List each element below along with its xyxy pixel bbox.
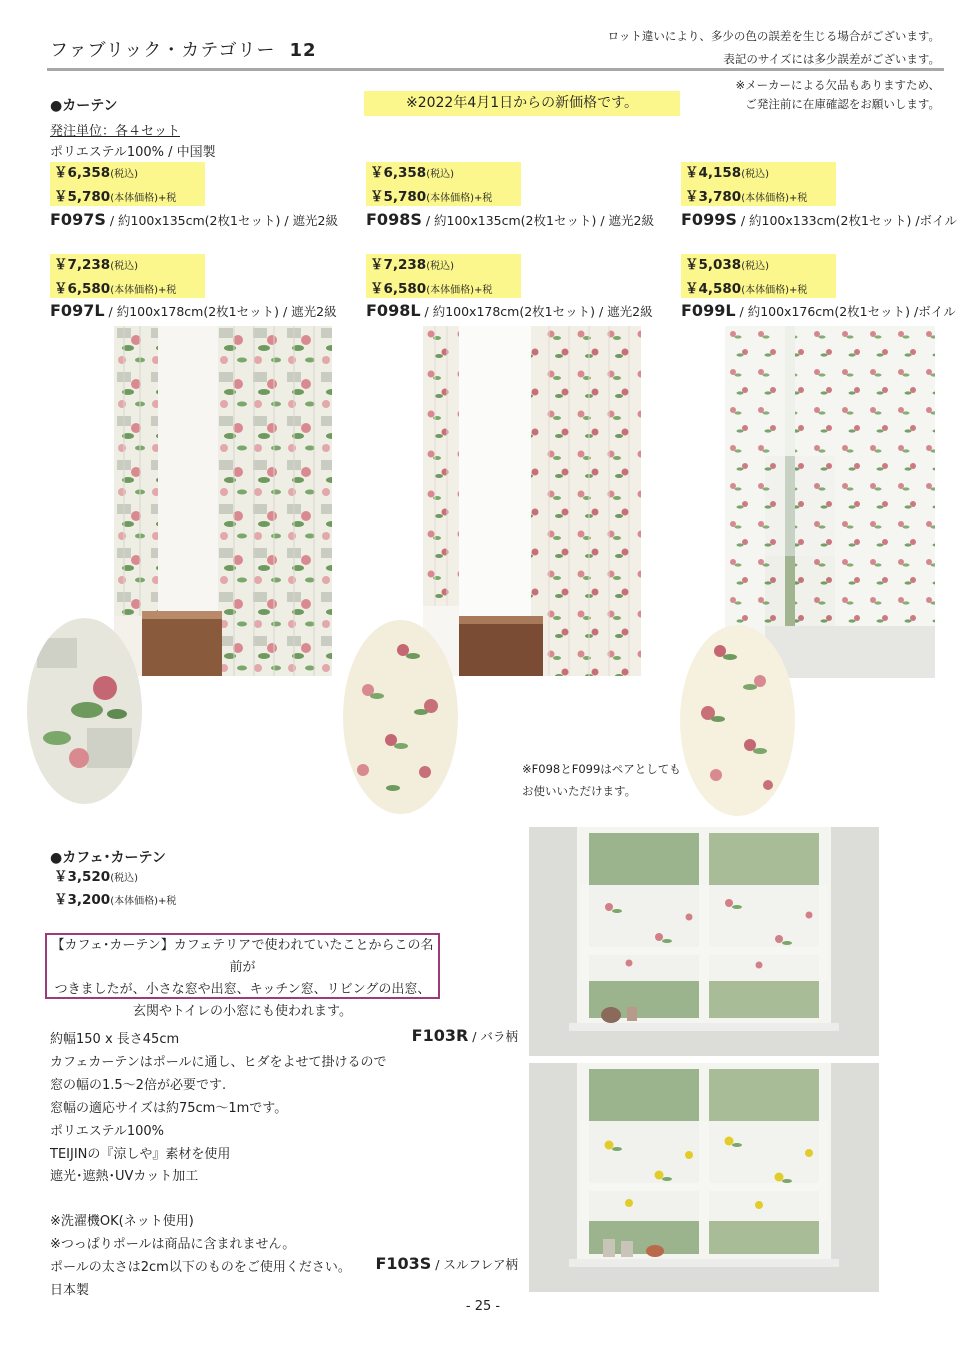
spec-processing: 遮光･遮熱･UVカット加工: [50, 1169, 199, 1184]
product-f097s: F097S / 約100x135cm(2枚1セット) / 遮光2級: [50, 210, 338, 229]
lot-note: ロット違いにより、多少の色の誤差を生じる場合がございます。: [607, 29, 940, 43]
price-box-f097s: [50, 162, 205, 206]
header-divider: [47, 68, 944, 71]
spec-washing: ※洗濯機OK(ネット使用): [50, 1214, 194, 1229]
price-box-f098s: [366, 162, 521, 206]
price-box-f099s: [681, 162, 836, 206]
stock-note-1: ※メーカーによる欠品もありますため、: [735, 78, 940, 92]
category-number: 12: [289, 40, 317, 61]
spec-pole-thickness: ポールの太さは2cm以下のものをご使用ください。: [50, 1260, 351, 1275]
curtain-heading: ●カーテン: [50, 98, 118, 114]
product-f099l: F099L / 約100x176cm(2枚1セット) /ボイル: [681, 301, 956, 320]
pair-note-line-1: ※F098とF099はペアとしても: [522, 762, 681, 776]
spec-origin: 日本製: [50, 1283, 90, 1298]
base-price: ￥4,580(本体価格)+税: [685, 281, 808, 297]
variant-f103r: F103R / バラ柄: [411, 1026, 518, 1045]
cafe-photo-f103r: [529, 827, 879, 1056]
spec-teijin: TEIJINの『涼しや』素材を使用: [50, 1147, 231, 1162]
material-origin: ポリエステル100% / 中国製: [50, 145, 216, 160]
price-box-f097l: [50, 254, 205, 298]
tax-in-price: ￥7,238(税込): [54, 257, 139, 273]
product-f098s: F098S / 約100x135cm(2枚1セット) / 遮光2級: [366, 210, 654, 229]
cafe-heading: ●カフェ･カーテン: [50, 850, 166, 866]
category-title: ファブリック・カテゴリー: [50, 40, 276, 61]
pair-note: [522, 758, 681, 802]
cafe-base-price: ￥3,200(本体価格)+税: [54, 892, 177, 908]
cafe-description-line-3: 玄関やトイレの小窓にも使われます。: [132, 1004, 353, 1019]
spec-hanging: カフェカーテンはポールに通し、ヒダをよせて掛けるので: [50, 1055, 387, 1070]
product-f097l: F097L / 約100x178cm(2枚1セット) / 遮光2級: [50, 301, 337, 320]
tax-in-price: ￥6,358(税込): [54, 165, 139, 181]
swatch-f099: [680, 625, 795, 816]
new-price-notice: ※2022年4月1日からの新価格です。: [364, 91, 680, 116]
cafe-photo-f103s: [529, 1063, 879, 1292]
spec-width-ratio: 窓の幅の1.5～2倍が必要です.: [50, 1078, 227, 1093]
price-box-f099l: [681, 254, 836, 298]
spec-size: 約幅150 x 長さ45cm: [50, 1032, 180, 1047]
base-price: ￥5,780(本体価格)+税: [370, 189, 493, 205]
spec-material: ポリエステル100%: [50, 1124, 164, 1139]
page-number: - 25 -: [465, 1299, 501, 1314]
price-box-f098l: [366, 254, 521, 298]
spec-pole-not-included: ※つっぱりポールは商品に含まれません。: [50, 1237, 296, 1252]
cafe-description-box: [45, 933, 440, 1019]
cafe-tax-in-price: ￥3,520(税込): [54, 869, 139, 885]
swatch-f098: [343, 620, 458, 814]
tax-in-price: ￥5,038(税込): [685, 257, 770, 273]
base-price: ￥6,580(本体価格)+税: [54, 281, 177, 297]
tax-in-price: ￥6,358(税込): [370, 165, 455, 181]
curtain-photo-f098: [423, 326, 641, 676]
stock-note-2: ご発注前に在庫確認をお願いします。: [745, 97, 940, 111]
product-f099s: F099S / 約100x133cm(2枚1セット) /ボイル: [681, 210, 958, 229]
curtain-photo-f099: [725, 326, 935, 678]
base-price: ￥3,780(本体価格)+税: [685, 189, 808, 205]
spec-window-size: 窓幅の適応サイズは約75cm～1mです。: [50, 1101, 288, 1116]
order-unit: 発注単位：各４セット: [50, 124, 181, 139]
page-title: [50, 36, 317, 62]
curtain-photo-f097: [114, 326, 332, 676]
size-note: 表記のサイズには多少誤差がございます。: [723, 52, 940, 66]
tax-in-price: ￥7,238(税込): [370, 257, 455, 273]
tax-in-price: ￥4,158(税込): [685, 165, 770, 181]
pair-note-line-2: お使いいただけます。: [522, 784, 637, 798]
product-f098l: F098L / 約100x178cm(2枚1セット) / 遮光2級: [366, 301, 653, 320]
base-price: ￥5,780(本体価格)+税: [54, 189, 177, 205]
swatch-f097: [27, 618, 142, 804]
variant-f103s: F103S / スルフレア柄: [375, 1254, 518, 1273]
cafe-description-line-1: 【カフェ･カーテン】カフェテリアで使われていたことからこの名前が: [51, 938, 434, 975]
base-price: ￥6,580(本体価格)+税: [370, 281, 493, 297]
cafe-description-line-2: つきましたが、小さな窓や出窓、キッチン窓、リビングの出窓、: [54, 982, 431, 997]
